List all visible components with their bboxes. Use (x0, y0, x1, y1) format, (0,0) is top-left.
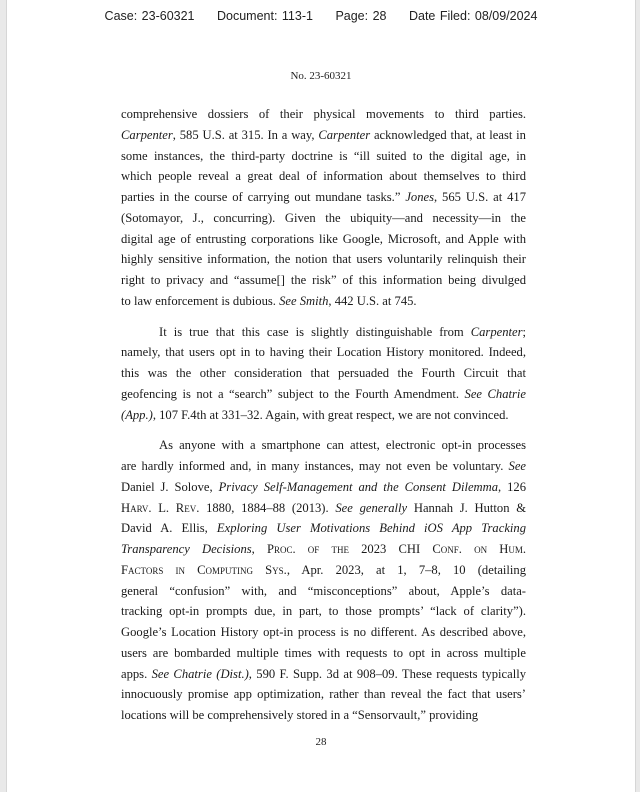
text-run: Privacy Self-Management and the Consent Dilemma (218, 479, 499, 494)
text-run: users are bombarded multiple times with requests to opt in across multiple (121, 645, 526, 660)
text-line (121, 622, 526, 643)
text-line (121, 322, 526, 343)
text-run: general “confusion” with, and “misconceptions” about, Apple’s data- (121, 583, 526, 598)
document-number: Document: 113-1 (216, 9, 313, 23)
text-line (121, 539, 526, 560)
text-run: See Chatrie (464, 386, 526, 401)
text-line (121, 518, 526, 539)
text-run: Daniel J. Solove, (121, 479, 219, 494)
text-line (121, 705, 526, 726)
case-number: Case: 23-60321 (104, 9, 195, 23)
text-line (121, 684, 526, 705)
text-run: David A. Ellis, (121, 521, 217, 536)
text-run: Carpenter (121, 127, 173, 142)
text-run: (App.) (121, 407, 153, 422)
text-run: , (251, 542, 267, 556)
text-run: Harv. L. Rev. (121, 500, 200, 515)
text-run: this was the other consideration that persuaded the Fourth Circuit that (121, 366, 526, 380)
text-line (121, 291, 526, 312)
text-line (121, 384, 526, 405)
date-filed: Date Filed: 08/09/2024 (408, 9, 538, 23)
text-run: See Chatrie (Dist.) (151, 666, 249, 681)
text-run: innocuously promise app optimization, rather than reveal the fact that users’ (121, 687, 526, 702)
text-line (121, 405, 526, 426)
text-line (121, 208, 526, 229)
text-run: , 565 U.S. at 417 (434, 190, 526, 204)
text-line (121, 601, 526, 622)
text-run: It is true that this case is slightly distinguishable from (159, 324, 471, 339)
text-run: geofencing is not a “search” subject to the Fourth Amendment. (121, 386, 465, 401)
text-line (121, 125, 526, 146)
text-run: Factors in Computing Sys. (121, 562, 287, 577)
text-run: right to privacy and “assume[] the risk” of this information being divulged (121, 273, 526, 287)
text-run: Transparency Decisions (121, 542, 252, 556)
text-line (121, 498, 526, 519)
text-run: Carpenter (470, 324, 523, 339)
text-run: ; (522, 324, 526, 339)
text-run: , Apr. 2023, at 1, 7–8, 10 (detailing (286, 562, 526, 577)
text-run: (Sotomayor, J., concurring). Given the ubiquity—and necessity—in the (121, 210, 526, 225)
text-line (121, 643, 526, 664)
text-run: digital age of entrusting corporations like Google, Microsoft, and Apple with (121, 231, 526, 246)
text-run: Proc. of the 2023 CHI Conf. on Hum. (266, 542, 526, 556)
text-line (121, 581, 526, 602)
text-run: , 107 F.4th at 331–32. Again, with great respect, we are not convinced. (152, 407, 509, 422)
text-run: Google’s Location History opt-in process is no different. As described above, (121, 625, 526, 639)
text-run: , 442 U.S. at 745. (328, 293, 417, 308)
text-run: namely, that users opt in to having their Location History monitored. Indeed, (121, 345, 526, 360)
text-run: Exploring User Motivations Behind iOS App Tracking (216, 521, 526, 536)
text-run: See generally (335, 500, 408, 515)
text-line (121, 104, 526, 125)
text-run: apps. (121, 666, 152, 681)
opinion-body (121, 104, 526, 726)
page-number: 28 (315, 736, 327, 748)
text-line (121, 166, 526, 187)
text-line (121, 342, 526, 363)
text-line (121, 187, 526, 208)
text-line (121, 435, 526, 456)
text-line (121, 229, 526, 250)
text-line (121, 270, 526, 291)
text-run: As anyone with a smartphone can attest, electronic opt-in processes (159, 438, 526, 453)
text-run: locations will be comprehensively stored in a “Sensorvault,” providing (121, 708, 479, 722)
text-line (121, 363, 526, 384)
text-run: , 126 (498, 479, 527, 494)
text-run: , 585 U.S. at 315. In a way, (172, 127, 319, 142)
text-run: Jones (405, 190, 434, 204)
text-run: to law enforcement is dubious. (121, 293, 280, 308)
text-line (121, 456, 526, 477)
page-label: Page: 28 (335, 9, 387, 23)
text-run: Hannah J. Hutton & (407, 500, 527, 515)
text-run: Carpenter (318, 127, 371, 142)
document-page (6, 0, 636, 792)
text-line (121, 477, 526, 498)
text-run: 1880, 1884–88 (2013). (199, 500, 336, 515)
text-run: , 590 F. Supp. 3d at 908–09. These requests typically (248, 666, 526, 681)
text-run: tracking opt-in prompts due, in part, to those prompts’ “lack of clarity”). (121, 604, 526, 619)
text-line (121, 146, 526, 167)
text-run: comprehensive dossiers of their physical movements to third parties. (121, 107, 526, 121)
text-line (121, 560, 526, 581)
text-run: are hardly informed and, in many instances, may not even be voluntary. (121, 459, 509, 473)
text-run: acknowledged that, at least in (370, 127, 526, 142)
text-run: parties in the course of carrying out mundane tasks.” (121, 190, 406, 204)
text-line (121, 664, 526, 685)
docket-number: No. 23-60321 (290, 70, 352, 82)
text-line (121, 249, 526, 270)
text-run: some instances, the third-party doctrine is “ill suited to the digital age, in (121, 148, 526, 163)
text-run: See Smith (279, 293, 329, 308)
text-run: highly sensitive information, the notion that users voluntarily relinquish their (121, 252, 526, 267)
text-run: which people reveal a great deal of information about themselves to third (121, 169, 526, 184)
text-run: See (508, 459, 526, 473)
filing-header (7, 9, 635, 23)
